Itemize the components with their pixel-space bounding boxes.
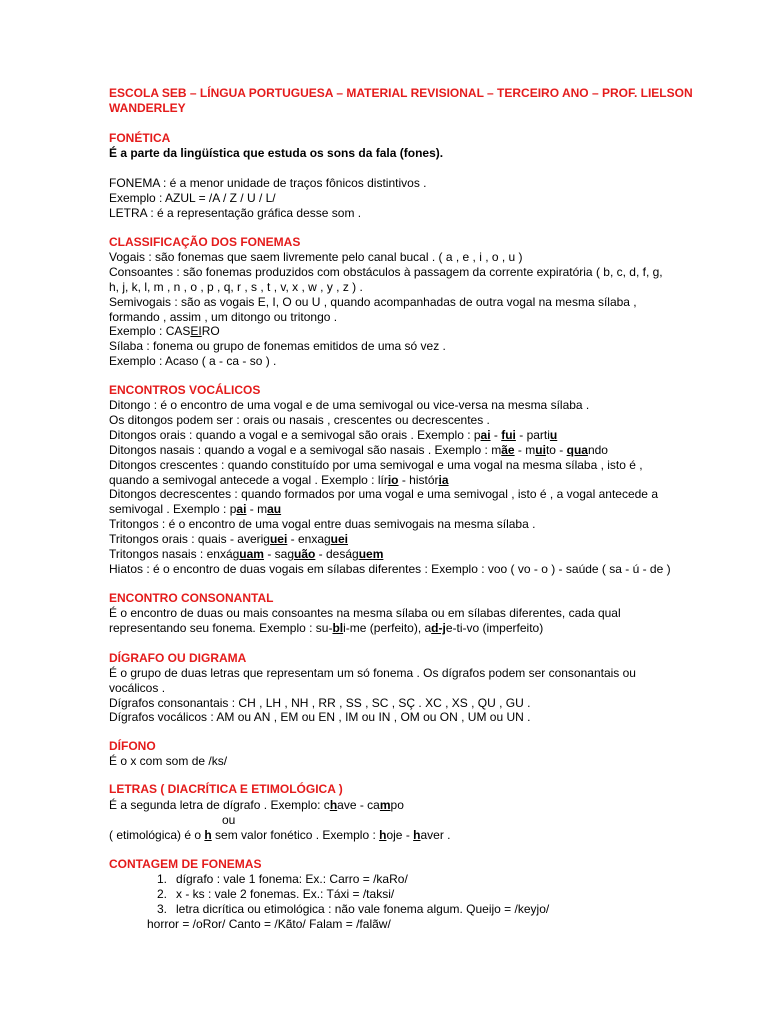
- digrafos-consonantais: Dígrafos consonantais : CH , LH , NH , RR , SS , SC , SÇ . XC , XS , QU , GU .: [109, 696, 531, 710]
- list-item: 2. x - ks : vale 2 fonemas. Ex.: Táxi = /taksi/: [157, 887, 395, 901]
- digrafo-line-1: É o grupo de duas letras que representam um só fonema . Os dígrafos podem ser consonantais ou: [109, 666, 636, 680]
- tritongo-definition: Tritongos : é o encontro de uma vogal entre duas semivogais na mesma sílaba .: [109, 517, 536, 531]
- hiatos-definition: Hiatos : é o encontro de duas vogais em sílabas diferentes : Exemplo : voo ( vo - o ) - saúde ( sa - ú - de ): [109, 562, 671, 576]
- ditongo-definition: Ditongo : é o encontro de uma vogal e de uma semivogal ou vice-versa na mesma sílaba .: [109, 398, 590, 412]
- section-title-consonantal: ENCONTRO CONSONANTAL: [109, 591, 274, 605]
- silaba-definition: Sílaba : fonema ou grupo de fonemas emitidos de uma só vez .: [109, 339, 446, 353]
- silaba-example: Exemplo : Acaso ( a - ca - so ) .: [109, 354, 277, 368]
- ditongos-orais: Ditongos orais : quando a vogal e a semivogal são orais . Exemplo : pai - fui - partiu: [109, 428, 558, 442]
- ditongos-types: Os ditongos podem ser : orais ou nasais , crescentes ou decrescentes .: [109, 413, 490, 427]
- tritongos-orais: Tritongos orais : quais - averiguei - enxaguei: [109, 532, 349, 546]
- section-title-classificacao: CLASSIFICAÇÃO DOS FONEMAS: [109, 235, 301, 249]
- digrafo-line-2: vocálicos .: [109, 681, 166, 695]
- list-item: 3. letra dicrítica ou etimológica : não vale fonema algum. Queijo = /keyjo/: [157, 902, 550, 916]
- header-line-2: WANDERLEY: [109, 101, 186, 115]
- section-title-contagem: CONTAGEM DE FONEMAS: [109, 857, 262, 871]
- section-title-digrafo: DÍGRAFO OU DIGRAMA: [109, 651, 247, 665]
- section-title-fonetica: FONÉTICA: [109, 131, 171, 145]
- letras-line-3: ( etimológica) é o h sem valor fonético . Exemplo : hoje - haver .: [109, 828, 451, 842]
- tritongos-nasais: Tritongos nasais : enxáguam - saguão - deságuem: [109, 547, 384, 561]
- consonantal-line-2: representando seu fonema. Exemplo : su-bli-me (perfeito), ad-je-ti-vo (imperfeito): [109, 621, 544, 635]
- fonetica-definition: É a parte da lingüística que estuda os sons da fala (fones).: [109, 146, 444, 160]
- ditongos-decrescentes-line-1: Ditongos decrescentes : quando formados por uma vogal e uma semivogal , isto é , a vogal antecede a: [109, 487, 658, 501]
- semivogais-example: Exemplo : CASEIRO: [109, 324, 220, 338]
- letras-line-1: É a segunda letra de dígrafo . Exemplo: chave - campo: [109, 798, 404, 812]
- fonema-example: Exemplo : AZUL = /A / Z / U / L/: [109, 191, 276, 205]
- difono-definition: É o x com som de /ks/: [109, 754, 228, 768]
- ditongos-nasais: Ditongos nasais : quando a vogal e a semivogal são nasais . Exemplo : mãe - muito - quando: [109, 443, 608, 457]
- contagem-examples: horror = /oRor/ Canto = /Kãto/ Falam = /falãw/: [147, 917, 391, 931]
- semivogais-line-2: formando , assim , um ditongo ou tritongo .: [109, 310, 338, 324]
- ditongos-crescentes-line-2: quando a semivogal antecede a vogal . Exemplo : lírio - história: [109, 473, 449, 487]
- vogais-definition: Vogais : são fonemas que saem livremente pelo canal bucal . ( a , e , i , o , u ): [109, 250, 523, 264]
- consonantal-line-1: É o encontro de duas ou mais consoantes na mesma sílaba ou em sílabas diferentes, cada qual: [109, 606, 621, 620]
- section-title-encontros: ENCONTROS VOCÁLICOS: [109, 383, 261, 397]
- list-item: 1. dígrafo : vale 1 fonema: Ex.: Carro = /kaRo/: [157, 872, 408, 886]
- digrafos-vocalicos: Dígrafos vocálicos : AM ou AN , EM ou EN , IM ou IN , OM ou ON , UM ou UN .: [109, 710, 531, 724]
- consoantes-line-1: Consoantes : são fonemas produzidos com obstáculos à passagem da corrente expiratória ( b, c, d, f, g,: [109, 265, 663, 279]
- section-title-letras: LETRAS ( DIACRÍTICA E ETIMOLÓGICA ): [109, 782, 343, 796]
- consoantes-line-2: h, j, k, l, m , n , o , p , q, r , s , t , v, x , w , y , z ) .: [109, 280, 363, 294]
- ditongos-crescentes-line-1: Ditongos crescentes : quando constituído por uma semivogal e uma vogal na mesma sílaba , isto é ,: [109, 458, 643, 472]
- ditongos-decrescentes-line-2: semivogal . Exemplo : pai - mau: [109, 502, 282, 516]
- header-line-1: ESCOLA SEB – LÍNGUA PORTUGUESA – MATERIAL REVISIONAL – TERCEIRO ANO – PROF. LIELSON: [109, 86, 693, 100]
- section-title-difono: DÍFONO: [109, 739, 156, 753]
- semivogais-line-1: Semivogais : são as vogais E, I, O ou U , quando acompanhadas de outra vogal na mesma sílaba ,: [109, 295, 637, 309]
- letras-ou: ou: [222, 813, 236, 827]
- fonema-definition: FONEMA : é a menor unidade de traços fônicos distintivos .: [109, 176, 427, 190]
- letra-definition: LETRA : é a representação gráfica desse som .: [109, 206, 362, 220]
